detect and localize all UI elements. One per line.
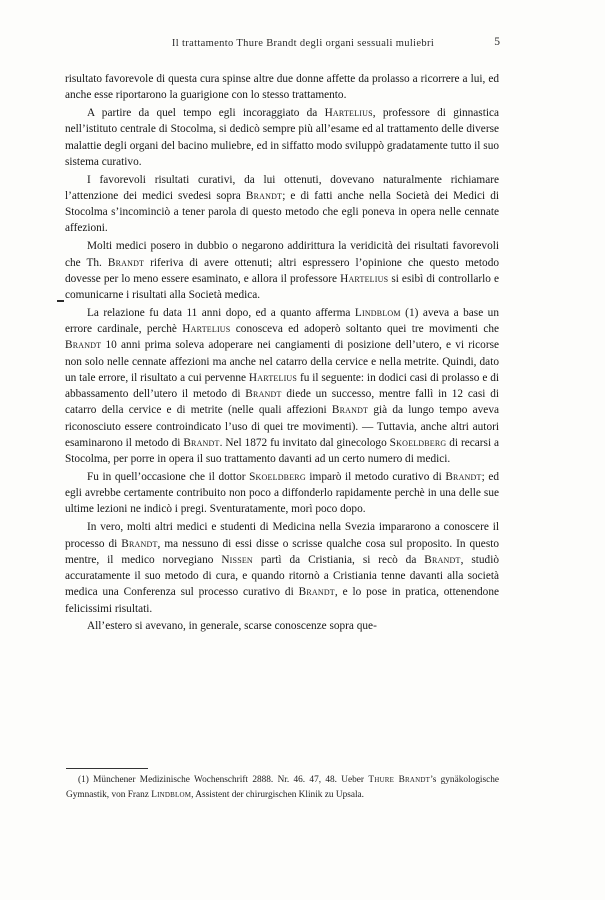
text-run: , ma nessuno di essi disse o scrisse qualche cosa sul proposito. In questo mentre, il medico norvegiano xyxy=(65,537,499,566)
text-run: si esibì di controllarlo e comunicarne i risultati alla Società medica. xyxy=(65,272,499,302)
text-run: All’estero si avevano, in generale, scarse conoscenze sopra que- xyxy=(87,620,377,633)
text-run: , Assistent der chirurgischen Klinik zu Upsala. xyxy=(191,790,364,801)
paragraph xyxy=(65,618,499,634)
text-run: , studiò accuratamente il suo metodo di cura, e quando ritornò a Cristiania tenne davanti alla società medica una Conferenza sul processo curativo di xyxy=(65,553,499,599)
text-run: , professore di ginnastica nell’istituto centrale di Stocolma, si dedicò sempre più all’esame ed al trattamento delle diverse malattie degli organi del bacino muliebre, ed in siffatto modo sviluppò gradatamente tutto il suo sistema curativo. xyxy=(65,107,499,168)
name-smallcaps: Brandt xyxy=(245,189,283,202)
text-run: già da lungo tempo aveva riconosciuto essere controindicato l’uso di quei tre movimenti). — Tuttavia, anche altri autori esaminarono il metodo di xyxy=(65,404,499,449)
name-smallcaps: Brandt xyxy=(445,470,482,483)
text-run: riferiva di avere ottenuti; altri espressero l’opinione che questo metodo dovesse per lo meno essere esaminato, e allora il professore xyxy=(65,256,499,285)
name-smallcaps: Lindblom xyxy=(354,306,401,319)
paragraph xyxy=(65,305,499,468)
text-run: imparò il metodo curativo di xyxy=(305,470,446,483)
text-run: A partire da quel tempo egli incoraggiato da xyxy=(87,107,325,120)
text-run: fu il seguente: in dodici casi di prolasso e di abbassamento dell’utero il metodo di xyxy=(65,371,500,401)
footnote-rule xyxy=(66,768,148,769)
name-smallcaps: Brandt xyxy=(121,537,158,550)
text-run: risultato favorevole di questa cura spinse altre due donne affette da prolasso a ricorrere a lui, ed anche esse riportarono la guarigione con lo stesso trattamento. xyxy=(65,73,499,102)
text-run: (1) Münchener Medizinische Wochenschrift 2888. Nr. 46. 47, 48. Ueber xyxy=(78,775,369,785)
text-run: partì da Cristiania, si recò da xyxy=(252,553,425,566)
name-smallcaps: Brandt xyxy=(298,586,335,599)
text-run: 10 anni prima soleva adoperare nei cangiamenti di posizione dell’utero, e vi ricorse non solo nelle cennate affezioni ma anche nel catarro della cervice e nella metrite. Quindi, dato un tale errore, il risultato a cui pervenne xyxy=(65,339,499,384)
name-smallcaps: Hartelius xyxy=(324,107,373,120)
text-run: (1) aveva a base un errore cardinale, perchè xyxy=(65,306,499,336)
name-smallcaps: Brandt xyxy=(331,404,369,417)
text-run: La relazione fu data 11 anni dopo, ed a quanto afferma xyxy=(87,306,355,319)
paragraph xyxy=(65,519,499,617)
paragraph xyxy=(65,469,499,518)
body-text xyxy=(65,71,499,636)
text-run: diede un successo, mentre fallì in 12 casi di catarro della cervice e di metrite (nelle quali affezioni xyxy=(65,388,499,417)
name-smallcaps: Brandt xyxy=(424,553,461,566)
text-run: In vero, molti altri medici e studenti di Medicina nella Svezia impararono a conoscere il processo di xyxy=(65,521,499,550)
name-smallcaps: Brandt xyxy=(245,388,282,401)
text-run: ; e di fatti anche nella Società dei Medici di Stocolma s’incominciò a tener parola di questo metodo che egli poneva in opera nelle cennate affezioni. xyxy=(65,189,499,235)
name-smallcaps: Thure Brandt xyxy=(368,775,431,785)
text-run: , e lo pose in pratica, ottenendone felicissimi risultati. xyxy=(65,586,499,615)
name-smallcaps: Hartelius xyxy=(248,371,298,384)
name-smallcaps: Brandt xyxy=(107,256,145,269)
name-smallcaps: Brandt xyxy=(183,436,220,449)
name-smallcaps: Hartelius xyxy=(340,272,389,285)
text-run: Fu in quell’occasione che il dottor xyxy=(87,470,250,483)
margin-mark xyxy=(57,300,64,302)
paragraph xyxy=(65,238,499,303)
name-smallcaps: Lindblom xyxy=(151,790,192,801)
footnote xyxy=(66,773,499,803)
text-run: di recarsi a Stocolma, per porre in opera il suo trattamento davanti ad un certo numero di medici. xyxy=(65,436,500,466)
text-run: Molti medici posero in dubbio o negarono addirittura la veridicità dei risultati favorevoli che Th. xyxy=(65,240,499,269)
footnote-text xyxy=(66,773,499,803)
text-run: I favorevoli risultati curativi, da lui ottenuti, dovevano naturalmente richiamare l’attenzione dei medici svedesi sopra xyxy=(65,173,499,202)
name-smallcaps: Hartelius xyxy=(182,323,231,336)
text-run: conosceva ed adoperò soltanto quei tre movimenti che xyxy=(230,323,499,336)
text-run: ’s gynäkologische Gymnastik, von Franz xyxy=(66,775,499,801)
text-run: ; ed egli avrebbe certamente contribuito non poco a diffonderlo rapidamente perchè in una delle sue ultime lezioni ne indicò i pregi. Sventuratamente, morì poco dopo. xyxy=(65,470,499,516)
name-smallcaps: Skoeldberg xyxy=(389,436,447,449)
name-smallcaps: Skoeldberg xyxy=(249,470,306,483)
running-header: Il trattamento Thure Brandt degli organi sessuali muliebri xyxy=(171,38,435,49)
name-smallcaps: Brandt xyxy=(65,339,102,352)
page-number: 5 xyxy=(494,36,500,48)
text-run: . Nel 1872 fu invitato dal ginecologo xyxy=(219,436,390,449)
paragraph xyxy=(65,105,499,170)
paragraph xyxy=(65,71,499,104)
name-smallcaps: Nissen xyxy=(221,553,253,566)
paragraph xyxy=(65,172,499,237)
